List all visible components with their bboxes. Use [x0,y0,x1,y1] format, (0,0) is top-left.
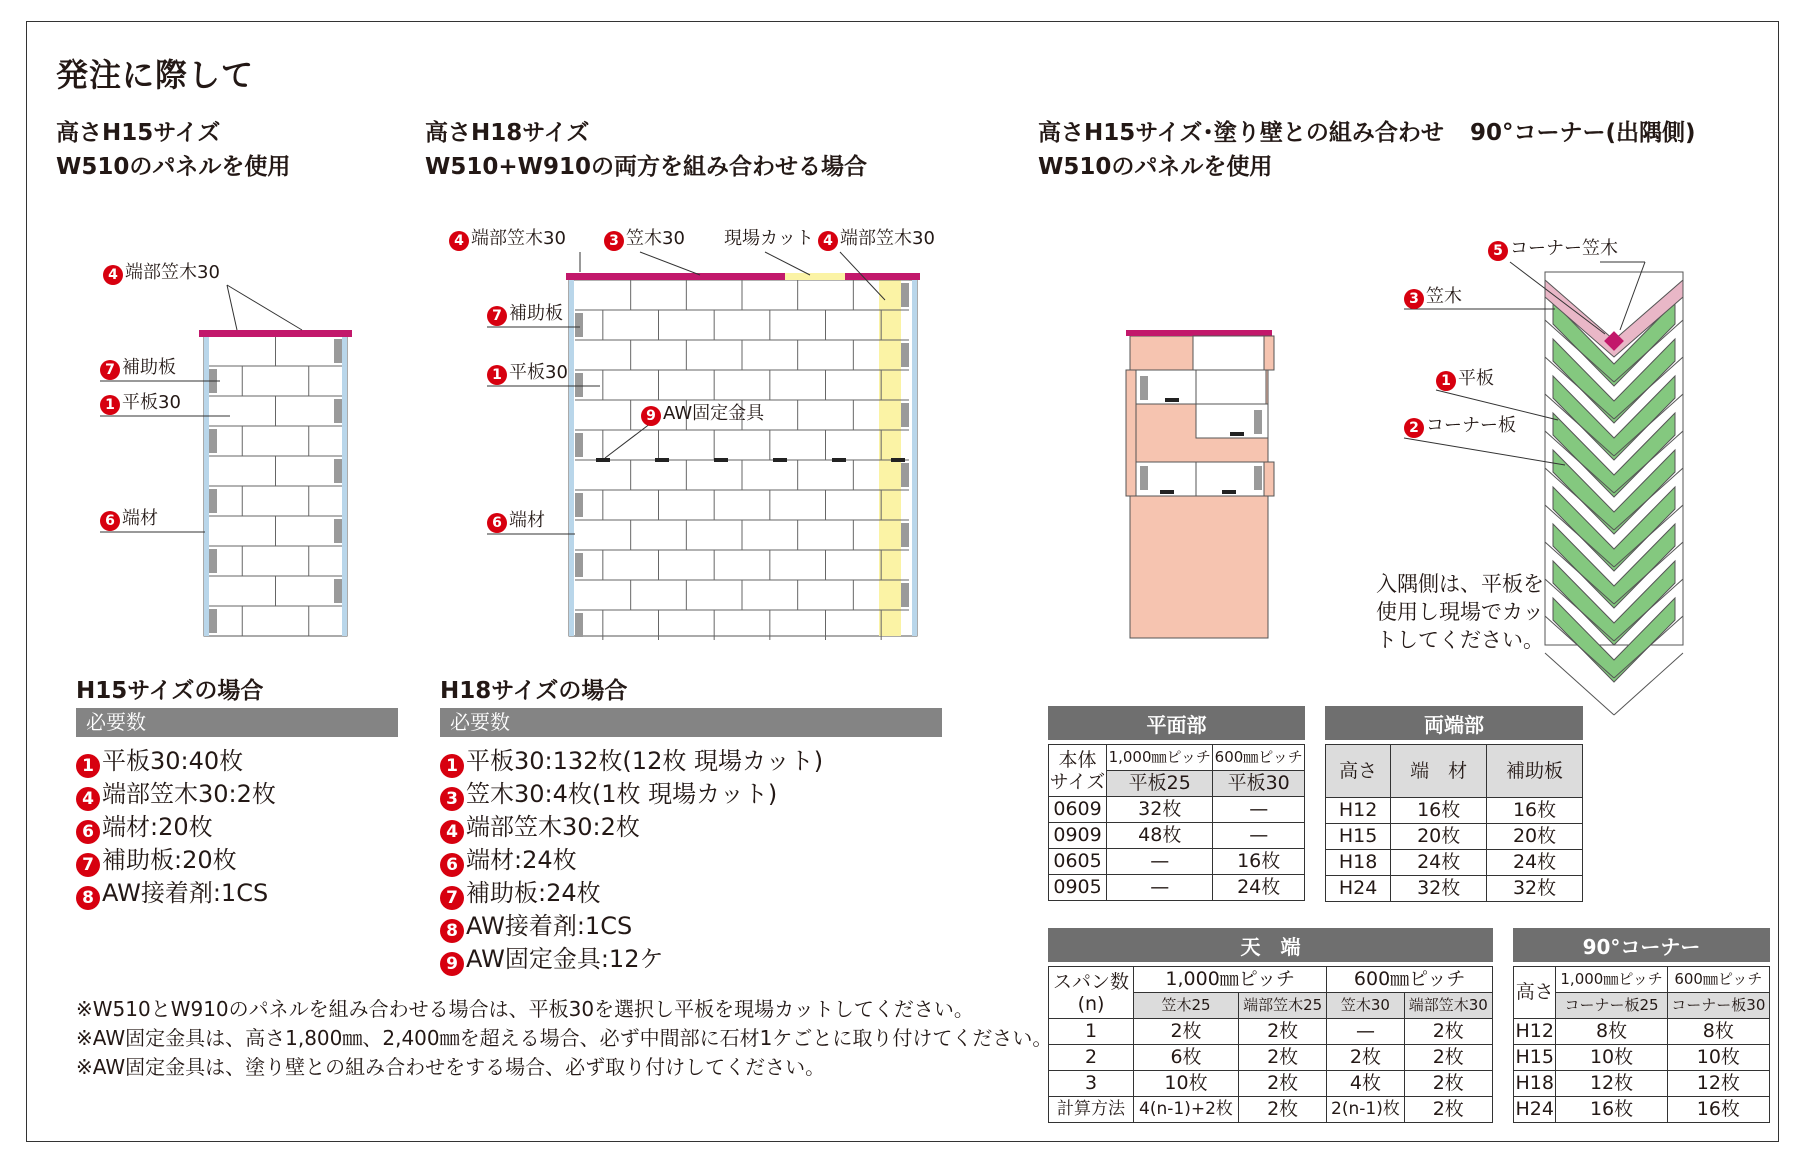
table-header: 1,000㎜ピッチ [1107,745,1213,771]
table-cell: 8枚 [1667,1019,1769,1045]
table-cell: H24 [1326,876,1391,902]
table-cell: 20枚 [1391,824,1487,850]
h18-heading-line2: W510+W910の両方を組み合わせる場合 [425,154,868,180]
corner-note-line: トしてください。 [1376,628,1544,652]
end-piece [575,373,583,397]
required-item-text: 平板30:132枚(12枚 現場カット) [466,747,824,775]
end-piece [901,283,909,307]
edge-piece [1126,370,1136,496]
aw-bracket [655,458,669,462]
required-item [76,811,276,844]
required-item-text: AW接着剤:1CS [102,879,269,907]
table-header: 600㎜ピッチ [1327,967,1493,993]
wall-outline [569,280,917,636]
table-cell: 24枚 [1487,850,1583,876]
table-cell: H15 [1326,824,1391,850]
table-header: コーナー板25 [1556,993,1667,1019]
table-cell: 16枚 [1213,849,1305,875]
required-item-text: 平板30:40枚 [102,747,244,775]
h18-label-heiban [487,362,568,385]
end-piece [334,399,342,423]
badge-3: 3 [1404,289,1424,309]
table-row [1049,823,1305,849]
label-text: AW固定金具 [663,403,765,424]
table-tenba [1048,928,1493,1123]
corner-note-line: 入隅側は、平板を [1376,572,1544,596]
badge-4: 4 [818,231,838,251]
end-piece [334,459,342,483]
end-piece [209,549,217,573]
label-text: 端部笠木30 [840,228,935,249]
notes [76,995,1052,1082]
table-cell: 2枚 [1238,1097,1326,1123]
table-header: 補助板 [1487,745,1583,798]
badge-6: 6 [440,853,464,877]
label-text: 補助板 [122,357,176,378]
aw-bracket [1160,490,1174,494]
required-item [440,943,823,976]
table-header: 端部笠木30 [1404,993,1493,1019]
required-item [440,745,823,778]
table-cell: 20枚 [1487,824,1583,850]
table-cell: 2(n-1)枚 [1327,1097,1404,1123]
cap-cut-piece [785,273,845,280]
table-title: 両端部 [1326,707,1583,740]
end-piece [1254,466,1262,490]
end-piece [901,343,909,367]
header-text: 本体 [1058,748,1097,771]
table-row [1514,1071,1770,1097]
leader-line [640,252,700,275]
table-cell: 8枚 [1556,1019,1667,1045]
plaster-heading-line2: W510のパネルを使用 [1038,154,1273,180]
badge-8: 8 [440,919,464,943]
table-row [1326,798,1583,824]
table-cell: 2枚 [1238,1019,1326,1045]
table-row [1049,1019,1493,1045]
corner-label-kasagi [1404,286,1462,309]
table-heimen [1048,706,1305,901]
table-header: 600㎜ピッチ [1213,745,1305,771]
h18-required-list [440,745,823,976]
required-item [440,778,823,811]
badge-5: 5 [1488,241,1508,261]
edge-piece [1264,336,1274,370]
table-row [1514,1097,1770,1123]
table-title: 天 端 [1049,929,1493,962]
h18-label-tanbu-kasagi-right [818,228,935,251]
table-cell: 12枚 [1556,1071,1667,1097]
table-header: 1,000㎜ピッチ [1556,967,1667,993]
table-cell: 32枚 [1107,797,1213,823]
h18-label-kasagi [604,228,685,251]
edge-piece [1264,462,1274,496]
required-item [440,877,823,910]
label-text: 端材 [509,510,545,531]
end-piece [1140,466,1148,490]
table-cell: — [1213,797,1305,823]
required-item [440,811,823,844]
end-piece [1254,410,1262,434]
end-piece [334,579,342,603]
badge-1: 1 [440,754,464,778]
table-cell: 32枚 [1391,876,1487,902]
end-piece [901,403,909,427]
h18-label-tanzai [487,510,545,533]
badge-6: 6 [76,820,100,844]
badge-8: 8 [76,886,100,910]
label-text: 平板 [1458,368,1494,389]
table-cell: — [1213,823,1305,849]
required-item [76,877,276,910]
header-text: サイズ [1049,770,1106,793]
badge-1: 1 [76,754,100,778]
table-cell: 2枚 [1327,1045,1404,1071]
cap-kasagi [199,330,352,337]
end-piece [901,463,909,487]
table-row [1514,1019,1770,1045]
table-cell: 4枚 [1327,1071,1404,1097]
table-cell: 2枚 [1404,1045,1493,1071]
badge-9: 9 [440,952,464,976]
side-strip [569,280,574,636]
table-cell: 6枚 [1134,1045,1239,1071]
badge-4: 4 [103,265,123,285]
end-piece [575,493,583,517]
stone-panel [1193,336,1268,370]
table-header: 高さ [1326,745,1391,798]
table-cell: 32枚 [1487,876,1583,902]
table-header: 笠木25 [1134,993,1239,1019]
h15-heading-line2: W510のパネルを使用 [56,154,291,180]
badge-6: 6 [487,513,507,533]
aw-bracket [773,458,787,462]
side-strip [912,280,917,636]
required-item [440,844,823,877]
label-text: コーナー板 [1426,415,1516,436]
label-text: 平板30 [509,362,568,383]
table-cell: 16枚 [1667,1097,1769,1123]
aw-bracket [832,458,846,462]
page-title: 発注に際して [56,56,255,94]
table-cell: H12 [1514,1019,1556,1045]
h18-label-genba-cut: 現場カット [724,228,814,249]
corner-label-corner-kasagi [1488,238,1618,261]
plaster-heading-line1: 高さH15サイズ･塗り壁との組み合わせ [1038,120,1444,146]
required-item-text: 笠木30:4枚(1枚 現場カット) [466,780,778,808]
table-row [1049,1045,1493,1071]
label-text: 笠木 [1426,286,1462,307]
leader-line [1404,438,1565,465]
table-cell: H15 [1514,1045,1556,1071]
table-cell: 48枚 [1107,823,1213,849]
badge-1: 1 [487,365,507,385]
table-cell: 0609 [1049,797,1107,823]
table-header: 端 材 [1391,745,1487,798]
h15-required-heading: H15サイズの場合 [76,678,264,704]
header-text: (n) [1077,992,1105,1015]
corner-label-heiban [1436,368,1494,391]
h15-label-tanbu-kasagi [103,262,220,285]
table-cell: 0909 [1049,823,1107,849]
label-text: 平板30 [122,392,181,413]
required-item [76,778,276,811]
aw-bracket [1222,490,1236,494]
badge-3: 3 [604,231,624,251]
table-cell: 24枚 [1213,875,1305,901]
table-row [1326,824,1583,850]
aw-bracket [891,458,905,462]
table-row [1326,876,1583,902]
h15-required-bar: 必要数 [76,708,398,737]
required-item-text: 端部笠木30:2枚 [466,813,640,841]
table-cell: 2 [1049,1045,1134,1071]
table-header: 平板25 [1107,771,1213,797]
corner-note [1376,570,1544,654]
corner-note-line: 使用し現場でカッ [1376,600,1544,624]
badge-1: 1 [1436,371,1456,391]
corner-label-corner-ban [1404,415,1516,438]
badge-4: 4 [440,820,464,844]
end-piece [901,523,909,547]
table-header: コーナー板30 [1667,993,1769,1019]
table-header: 1,000㎜ピッチ [1134,967,1327,993]
table-header [1049,745,1107,797]
table-cell: 10枚 [1556,1045,1667,1071]
label-text: 笠木30 [626,228,685,249]
required-item-text: 端材:24枚 [466,846,577,874]
h18-label-tanbu-kasagi-left [449,228,566,251]
table-header: 600㎜ピッチ [1667,967,1769,993]
required-item [440,910,823,943]
table-cell: 4(n-1)+2枚 [1134,1097,1239,1123]
table-cell: 24枚 [1391,850,1487,876]
table-header: 高さ [1514,967,1556,1019]
badge-4: 4 [449,231,469,251]
end-piece [334,339,342,363]
required-item [76,745,276,778]
table-cell: 10枚 [1134,1071,1239,1097]
table-cell: — [1107,849,1213,875]
corner-heading: 90°コーナー(出隅側) [1470,120,1696,146]
table-cell: — [1327,1019,1404,1045]
table-row [1049,875,1305,901]
required-item-text: 補助板:24枚 [466,879,601,907]
table-row [1049,849,1305,875]
badge-7: 7 [487,306,507,326]
required-item [76,844,276,877]
h18-required-bar: 必要数 [440,708,942,737]
leader-line [227,285,302,330]
table-cell: H18 [1326,850,1391,876]
aw-bracket [1165,398,1179,402]
required-item-text: 補助板:20枚 [102,846,237,874]
table-cell: H12 [1326,798,1391,824]
table-header [1049,967,1134,1019]
note-line: ※AW固定金具は、塗り壁との組み合わせをする場合、必ず取り付けしてください。 [76,1055,826,1079]
end-piece [334,519,342,543]
badge-7: 7 [76,853,100,877]
leader-line [227,285,237,330]
end-piece [209,609,217,633]
required-item-text: 端部笠木30:2枚 [102,780,276,808]
table-cell: 12枚 [1667,1071,1769,1097]
end-piece [1140,376,1148,400]
h15-label-heiban [100,392,181,415]
badge-7: 7 [100,360,120,380]
label-text: コーナー笠木 [1510,238,1618,259]
table-row [1049,1097,1493,1123]
table-title: 90°コーナー [1514,929,1770,962]
table-cell: 2枚 [1404,1097,1493,1123]
table-cell: H18 [1514,1071,1556,1097]
table-cell: 2枚 [1404,1019,1493,1045]
table-header: 平板30 [1213,771,1305,797]
h18-required-heading: H18サイズの場合 [440,678,628,704]
label-text: 補助板 [509,303,563,324]
table-cell: 0905 [1049,875,1107,901]
h18-heading-line1: 高さH18サイズ [425,120,590,146]
badge-4: 4 [76,787,100,811]
cap-kasagi [1126,330,1272,336]
table-cell: 10枚 [1667,1045,1769,1071]
table-cell: 1 [1049,1019,1134,1045]
aw-bracket [1230,432,1244,436]
h15-label-tanzai [100,508,158,531]
label-text: 端部笠木30 [125,262,220,283]
table-cell: 2枚 [1134,1019,1239,1045]
h18-label-hojoban [487,303,563,326]
h15-label-hojoban [100,357,176,380]
note-line: ※W510とW910のパネルを組み合わせる場合は、平板30を選択し平板を現場カットしてください。 [76,997,974,1021]
required-item-text: AW接着剤:1CS [466,912,633,940]
badge-9: 9 [641,406,661,426]
table-header: 笠木30 [1327,993,1404,1019]
end-piece [209,489,217,513]
end-piece [575,553,583,577]
badge-7: 7 [440,886,464,910]
table-title: 平面部 [1049,707,1305,740]
h18-label-aw-kanagu [641,403,764,426]
table-row [1049,797,1305,823]
table-row [1514,1045,1770,1071]
header-text: スパン数 [1053,970,1130,993]
side-strip [342,336,347,636]
table-cell: — [1107,875,1213,901]
table-cell: 16枚 [1487,798,1583,824]
end-piece [575,433,583,457]
table-cell: 2枚 [1404,1071,1493,1097]
note-line: ※AW固定金具は、高さ1,800㎜、2,400㎜を超える場合、必ず中間部に石材1ケごとに取り付けてください。 [76,1026,1053,1050]
aw-bracket [596,458,610,462]
label-text: 端部笠木30 [471,228,566,249]
badge-1: 1 [100,395,120,415]
badge-6: 6 [100,511,120,531]
table-cell: 計算方法 [1049,1097,1134,1123]
aw-bracket [714,458,728,462]
h15-heading-line1: 高さH15サイズ [56,120,221,146]
h15-required-list [76,745,276,910]
end-piece [901,583,909,607]
table-cell: H24 [1514,1097,1556,1123]
cap-kasagi [566,273,920,280]
table-cell: 16枚 [1556,1097,1667,1123]
table-ryotan [1325,706,1583,902]
badge-2: 2 [1404,418,1424,438]
table-row [1326,850,1583,876]
required-item-text: AW固定金具:12ケ [466,945,664,973]
end-piece [575,313,583,337]
required-item-text: 端材:20枚 [102,813,213,841]
label-text: 端材 [122,508,158,529]
table-cell: 2枚 [1238,1071,1326,1097]
leader-line [765,252,810,275]
table-cell: 16枚 [1391,798,1487,824]
badge-3: 3 [440,787,464,811]
table-corner [1513,928,1770,1123]
table-cell: 3 [1049,1071,1134,1097]
table-row [1049,1071,1493,1097]
table-cell: 2枚 [1238,1045,1326,1071]
end-piece [209,429,217,453]
table-cell: 0605 [1049,849,1107,875]
table-header: 端部笠木25 [1238,993,1326,1019]
end-piece [575,613,583,637]
